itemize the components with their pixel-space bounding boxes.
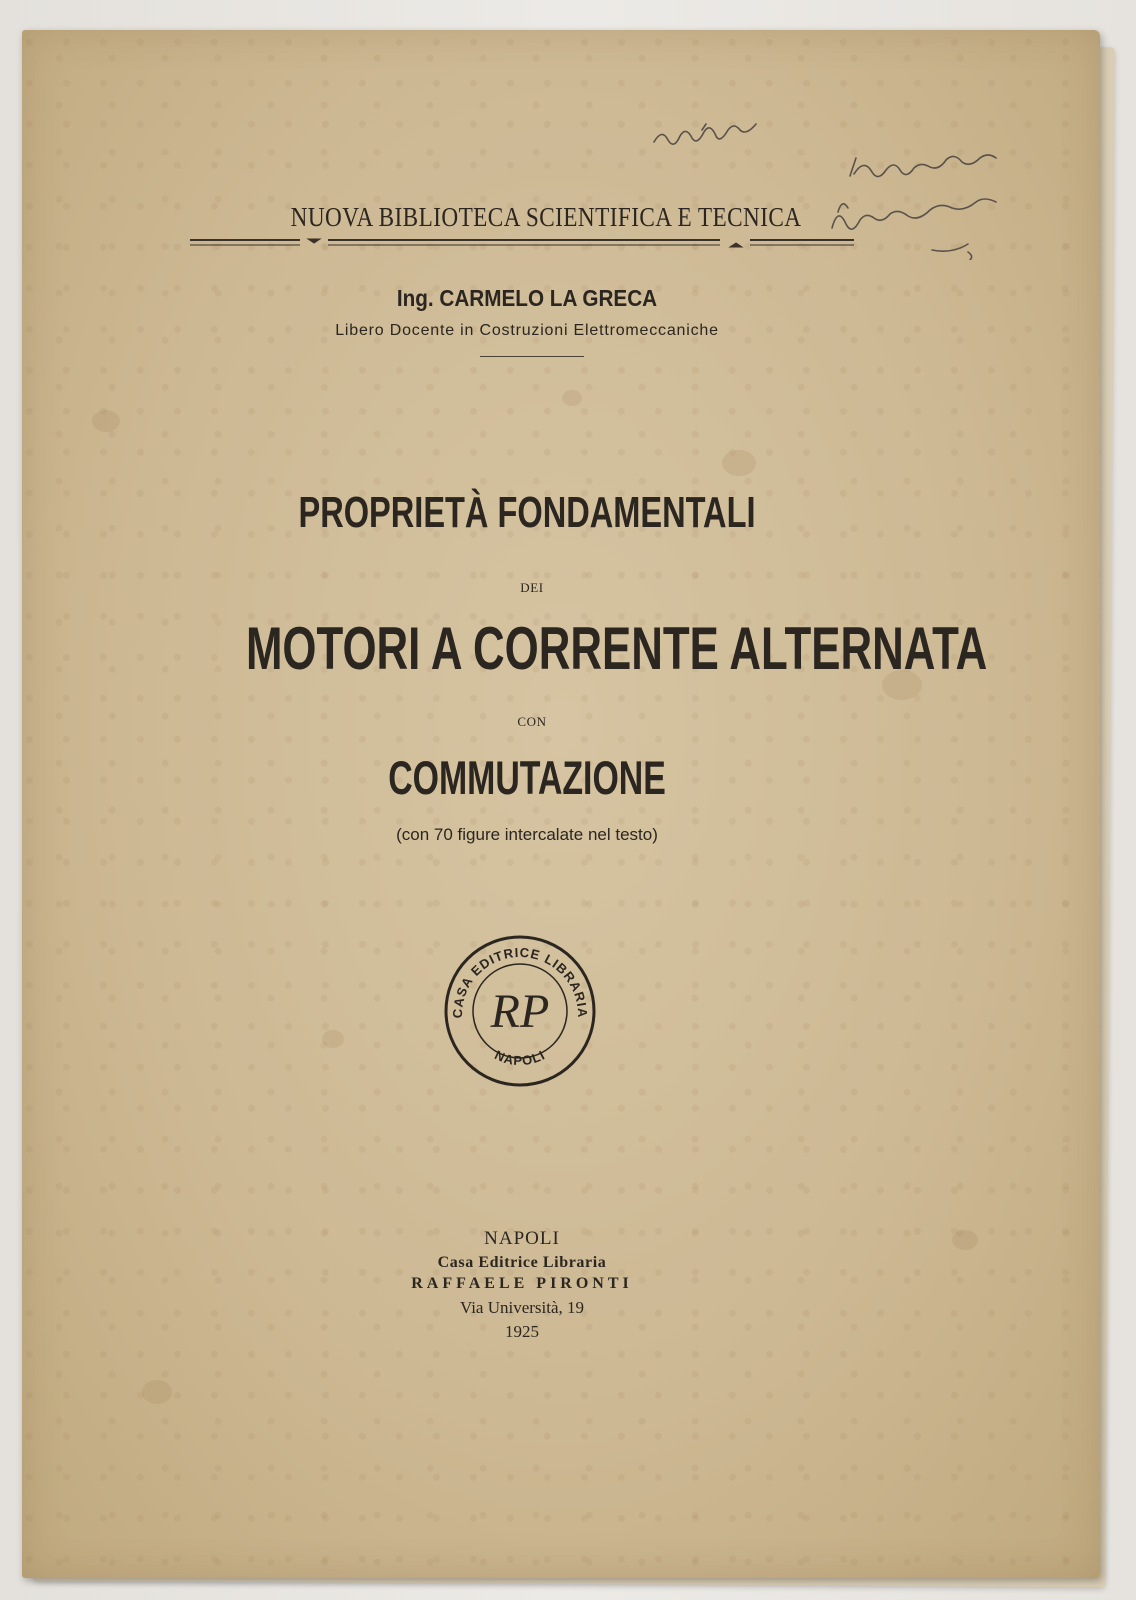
- imprint-year: 1925: [505, 1322, 539, 1341]
- book-cover: [22, 30, 1100, 1578]
- foxing-stain: [92, 410, 120, 432]
- ornamental-rule: [190, 236, 854, 250]
- author-role: Libero Docente in Costruzioni Elettromeccaniche: [335, 322, 719, 339]
- foxing-stain: [952, 1230, 978, 1250]
- seal-monogram: RP: [490, 985, 550, 1038]
- seal-ring-text: CASA EDITRICE LIBRARIA: [449, 944, 591, 1019]
- foxing-stain: [142, 1380, 172, 1404]
- seal-bottom-text: NAPOLI: [492, 1047, 548, 1069]
- title-line-1: PROPRIETÀ FONDAMENTALI: [298, 488, 756, 537]
- foxing-stain: [562, 390, 582, 406]
- imprint-city: NAPOLI: [484, 1228, 560, 1249]
- imprint-publisher-house: Casa Editrice Libraria: [437, 1254, 607, 1271]
- title-line-2: MOTORI A CORRENTE ALTERNATA: [245, 615, 988, 682]
- series-title: NUOVA BIBLIOTECA SCIENTIFICA E TECNICA: [290, 202, 802, 232]
- title-joiner-2: CON: [517, 714, 547, 729]
- short-divider: [480, 356, 584, 357]
- title-line-3: COMMUTAZIONE: [388, 751, 666, 804]
- title-joiner-1: DEI: [520, 580, 544, 595]
- foxing-stain: [722, 450, 756, 476]
- subtitle: (con 70 figure intercalate nel testo): [396, 825, 658, 844]
- author-name: Ing. CARMELO LA GRECA: [396, 285, 658, 311]
- imprint-address: Via Università, 19: [459, 1298, 585, 1317]
- foxing-stain: [322, 1030, 344, 1048]
- svg-text:NAPOLI: [492, 1047, 547, 1068]
- publisher-seal: [442, 933, 598, 1089]
- imprint-publisher-name: RAFFAELE PIRONTI: [411, 1275, 633, 1292]
